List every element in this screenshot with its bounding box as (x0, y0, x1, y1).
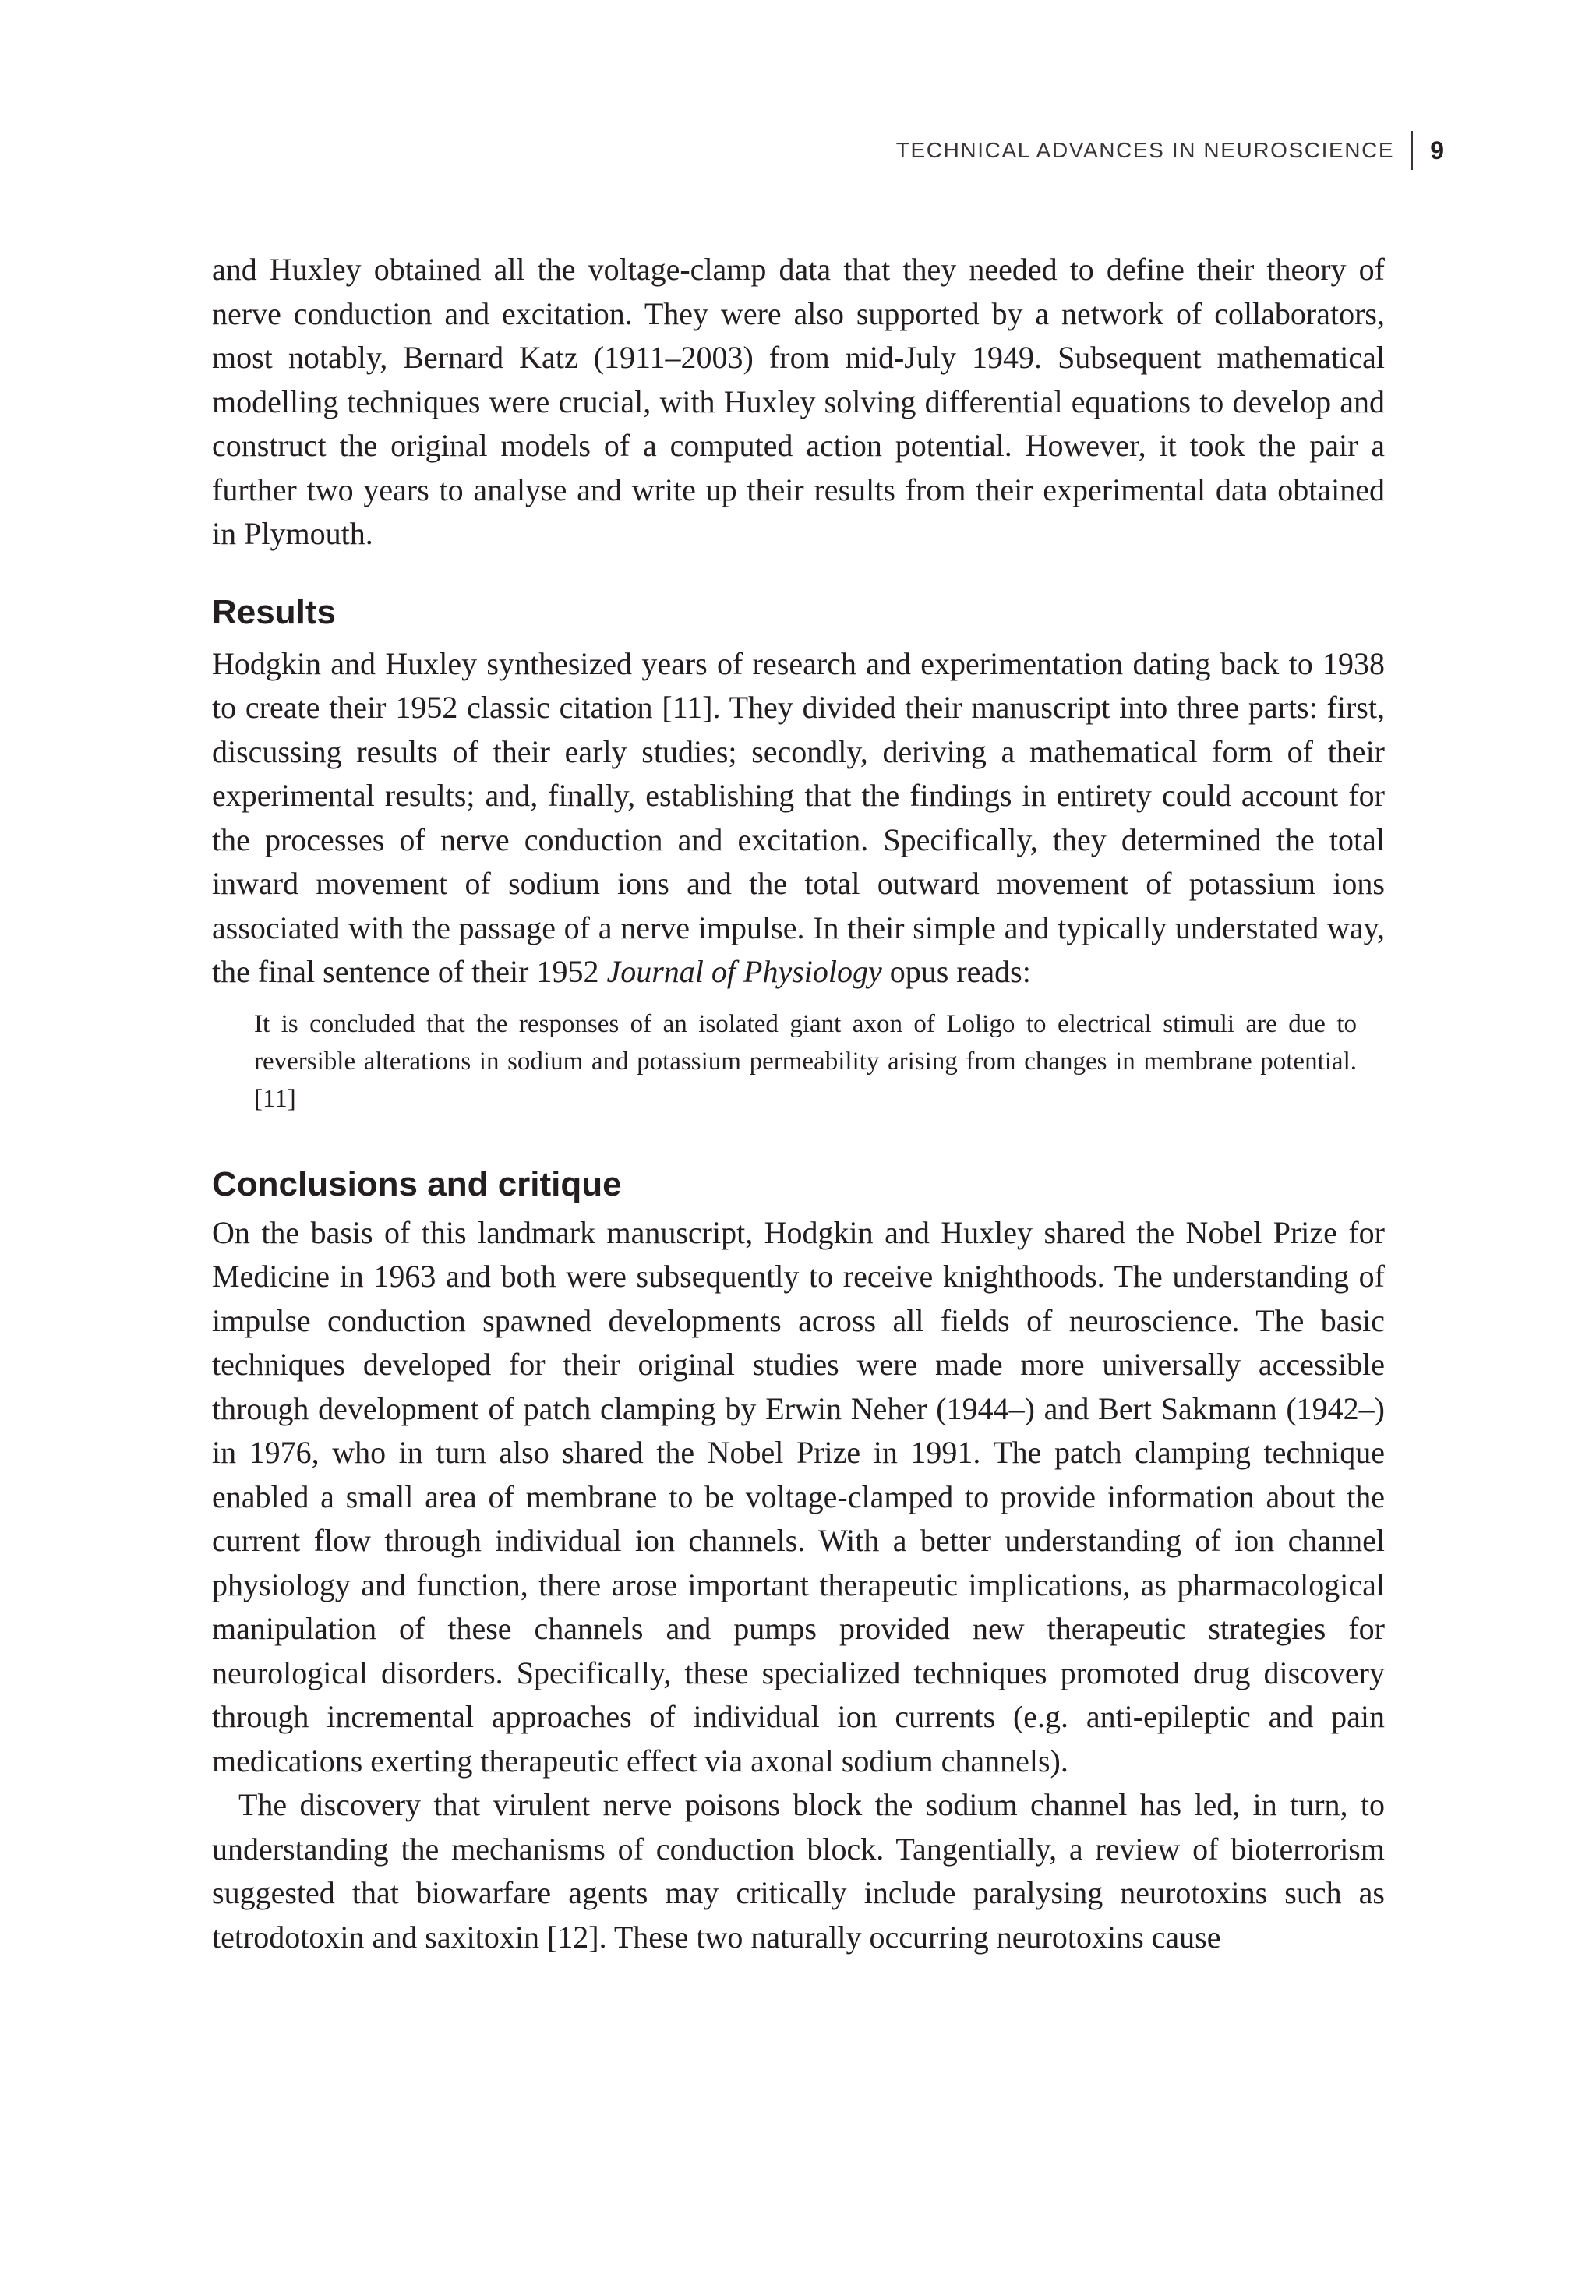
results-paragraph (212, 642, 1385, 994)
results-heading: Results (212, 592, 336, 631)
conclusions-heading: Conclusions and critique (212, 1164, 622, 1203)
continuation-paragraph: and Huxley obtained all the voltage-clamp data that they needed to define their theory of nerve conduction and excitation. They were also supported by a network of collaborators, most notably, Bernard Katz (1911–2003) from mid-July 1949. Subsequent mathematical modelling techniques were crucial, with Huxley solving differential equations to develop and construct the original models of a computed action potential. However, it took the pair a further two years to analyse and write up their results from their experimental data obtained in Plymouth. (212, 252, 1385, 551)
conclusions-paragraph-1: On the basis of this landmark manuscript, Hodgkin and Huxley shared the Nobel Prize for Medicine in 1963 and both were subsequently to receive knighthoods. The understanding of impulse conduction spawned developments across all fields of neuroscience. The basic techniques developed for their original studies were made more universally accessible through development of patch clamping by Erwin Neher (1944–) and Bert Sakmann (1942–) in 1976, who in turn also shared the Nobel Prize in 1991. The patch clamping technique enabled a small area of membrane to be voltage-clamped to provide information about the current flow through individual ion channels. With a better understanding of ion channel physiology and function, there arose important therapeutic implications, as pharmacological manipulation of these channels and pumps provided new therapeutic strategies for neurological disorders. Specifically, these specialized techniques promoted drug discovery through incremental approaches of individual ion currents (e.g. anti-epileptic and pain medications exerting therapeutic effect via axonal sodium channels). (212, 1214, 1385, 1779)
quote-text: It is concluded that the responses of an isolated giant axon of Loligo to electrical stimuli are due to reversible alterations in sodium and potassium permeability arising from changes in membrane potential.[11] (254, 1009, 1357, 1113)
page-number: 9 (1430, 136, 1444, 164)
page-body (212, 248, 1385, 1959)
block-quote (254, 1005, 1357, 1118)
results-text-end: opus reads: (881, 954, 1031, 989)
running-head (0, 131, 1444, 170)
running-head-title: TECHNICAL ADVANCES IN NEUROSCIENCE (895, 138, 1395, 162)
conclusions-paragraph-2: The discovery that virulent nerve poisons block the sodium channel has led, in turn, to understanding the mechanisms of conduction block. Tangentially, a review of bioterrorism suggested that biowarfare agents may critically include paralysing neurotoxins such as tetrodotoxin and saxitoxin [12]. These two naturally occurring neurotoxins cause (212, 1787, 1385, 1955)
journal-title: Journal of Physiology (606, 954, 882, 989)
results-text-start: Hodgkin and Huxley synthesized years of research and experimentation dating back to 1938 to create their 1952 classic citation [11]. They divided their manuscript into three parts: first, discussing results of their early studies; secondly, deriving a mathematical form of their experimental results; and, finally, establishing that the findings in entirety could account for the processes of nerve conduction and excitation. Specifically, they determined the total inward movement of sodium ions and the total outward movement of potassium ions associated with the passage of a nerve impulse. In their simple and typically understated way, the final sentence of their 1952 (212, 645, 1385, 989)
